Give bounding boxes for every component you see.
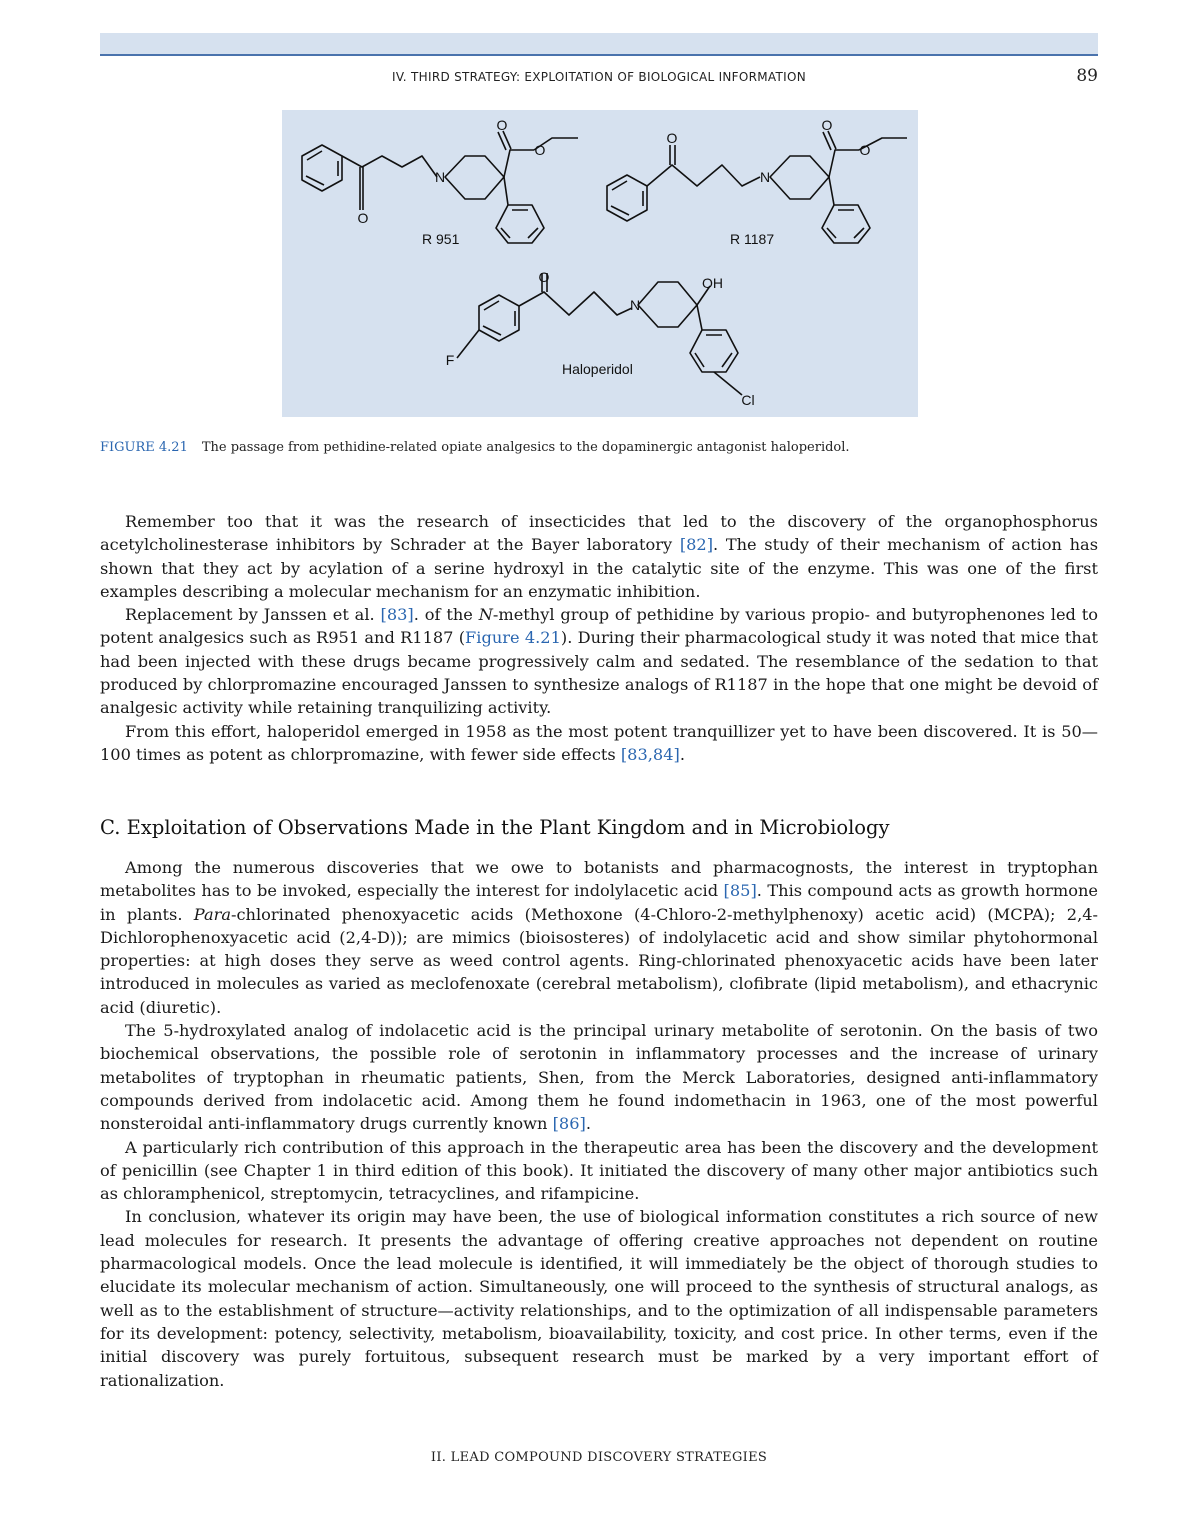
body-section-1 [100,510,1098,766]
para4-text-d: )); are mimics (bioisosteres) of indolylacetic acid and show similar phytohormonal properties: at high doses they serve as weed control agents. Ring-chlorinated phenoxyacetic acids have been later introduced in molecules as varied as meclofenoxate (cerebral metabolism), clofibrate (lipid metabolism), and ethacrynic acid (diuretic). [100,927,1098,1017]
para2-text-a: Replacement by Janssen et al. [125,605,381,625]
haloperidol-hydroxyl: OH [702,275,723,291]
paragraph-1 [100,510,1098,603]
para4-smallcaps-d: D [376,927,390,947]
haloperidol-carbonyl-oxygen: O [538,269,550,285]
r951-ester-oxygen-2: O [534,142,546,158]
r951-carbonyl-oxygen: O [357,210,369,226]
para1-text-b: . The study of their mechanism of action has shown that they act by acylation of a serine hydroxyl in the catalytic site of the enzyme. This was one of the first examples describing a molecular mechanism for an enzymatic inhibition. [100,535,1099,601]
para2-text-c: -methyl group of pethidine by various propio- and butyrophenones led to potent analgesics such as R951 and R1187 ( [100,605,1098,648]
figure-4-21 [282,110,918,417]
section-heading: C. Exploitation of Observations Made in the Plant Kingdom and in Microbiology [100,816,890,839]
para3-text-a: From this effort, haloperidol emerged in 1958 as the most potent tranquillizer yet to have been discovered. It is 50—100 times as potent as chlorpromazine, with fewer side effects [100,721,1098,764]
body-section-2 [100,856,1098,1392]
paragraph-2 [100,603,1098,719]
header-rule [100,54,1098,56]
chemical-structures [282,110,918,417]
paragraph-5 [100,1019,1098,1135]
r1187-nitrogen: N [759,169,771,185]
header-band [100,33,1098,54]
para5-text-a: The 5-hydroxylated analog of indolacetic acid is the principal urinary metabolite of serotonin. On the basis of two biochemical observations, the possible role of serotonin in inflammatory processes and the increase of urinary metabolites of tryptophan in rheumatic patients, Shen, from the Merck Laboratories, designed anti-inflammatory compounds derived from indolacetic acid. Among them he found indomethacin in 1963, one of the most powerful nonsteroidal anti-inflammatory drugs currently known [100,1021,1098,1134]
citation-83[interactable]: [83] [380,605,414,625]
r1187-ester-oxygen-2: O [859,142,871,158]
paragraph-3 [100,720,1098,767]
r1187-carbonyl-oxygen: O [666,130,678,146]
figure-caption [100,440,1098,455]
figure-link[interactable]: Figure 4.21 [465,628,561,648]
para4-text-b: . This compound acts as growth hormone in plants. [100,881,1098,924]
para2-italic-n: N [478,605,493,625]
haloperidol-label: Haloperidol [562,361,633,377]
para4-text-a: Among the numerous discoveries that we owe to botanists and pharmacognosts, the interest in tryptophan metabolites has to be invoked, especially the interest for indolylacetic acid [100,858,1098,901]
para2-text-b: . of the [413,605,479,625]
citation-85[interactable]: [85] [723,881,757,901]
page-number: 89 [1076,66,1098,86]
para3-text-b: . [679,744,685,764]
paragraph-6: A particularly rich contribution of this approach in the therapeutic area has been the discovery and the development of penicillin (see Chapter 1 in third edition of this book). It initiated the discovery of many other major antibiotics such as chloramphenicol, streptomycin, tetracyclines, and rifampicine. [100,1137,1098,1204]
citation-86[interactable]: [86] [552,1114,586,1134]
r1187-ester-oxygen-1: O [821,117,833,133]
para4-text-c: -chlorinated phenoxyacetic acids (Methoxone (4-Chloro-2-methylphenoxy) acetic acid) (MCPA); 2,4-Dichlorophenoxyacetic acid (2,4- [100,904,1098,947]
r951-label: R 951 [422,231,460,247]
figure-caption-label: FIGURE 4.21 [100,440,188,455]
para1-text-a: Remember too that it was the research of insecticides that led to the discovery of the organophosphorus acetylcholinesterase inhibitors by Schrader at the Bayer laboratory [100,512,1098,555]
r1187-label: R 1187 [730,231,775,247]
running-head [100,66,1098,88]
citation-83-84[interactable]: [83,84] [620,744,680,764]
haloperidol-fluorine: F [445,352,455,368]
haloperidol-chlorine: Cl [741,392,755,408]
para5-text-b: . [585,1114,591,1134]
figure-caption-text: The passage from pethidine-related opiate analgesics to the dopaminergic antagonist haloperidol. [201,440,850,455]
running-title: IV. THIRD STRATEGY: EXPLOITATION OF BIOLOGICAL INFORMATION [392,70,806,84]
paragraph-4 [100,856,1098,1019]
r951-ester-oxygen-1: O [496,117,508,133]
para2-text-d: ). During their pharmacological study it was noted that mice that had been injected with these drugs became progressively calm and sedated. The resemblance of the sedation to that produced by chlorpromazine encouraged Janssen to synthesize analogs of R1187 in the hope that one might be devoid of analgesic activity while retaining tranquilizing activity. [100,628,1099,718]
paragraph-7: In conclusion, whatever its origin may have been, the use of biological information constitutes a rich source of new lead molecules for research. It presents the advantage of offering creative approaches not dependent on routine pharmacological models. Once the lead molecule is identified, it will immediately be the object of thorough studies to elucidate its molecular mechanism of action. Simultaneously, one will proceed to the synthesis of structural analogs, as well as to the establishment of structure—activity relationships, and to the optimization of all indispensable parameters for its development: potency, selectivity, metabolism, bioavailability, toxicity, and cost price. In other terms, even if the initial discovery was purely fortuitous, subsequent research must be marked by a very important effort of rationalization. [100,1207,1098,1390]
para4-italic-para: Para [193,904,231,924]
citation-82[interactable]: [82] [679,535,714,555]
r951-nitrogen: N [434,169,446,185]
haloperidol-nitrogen: N [629,297,641,313]
running-footer: II. LEAD COMPOUND DISCOVERY STRATEGIES [430,1450,768,1465]
